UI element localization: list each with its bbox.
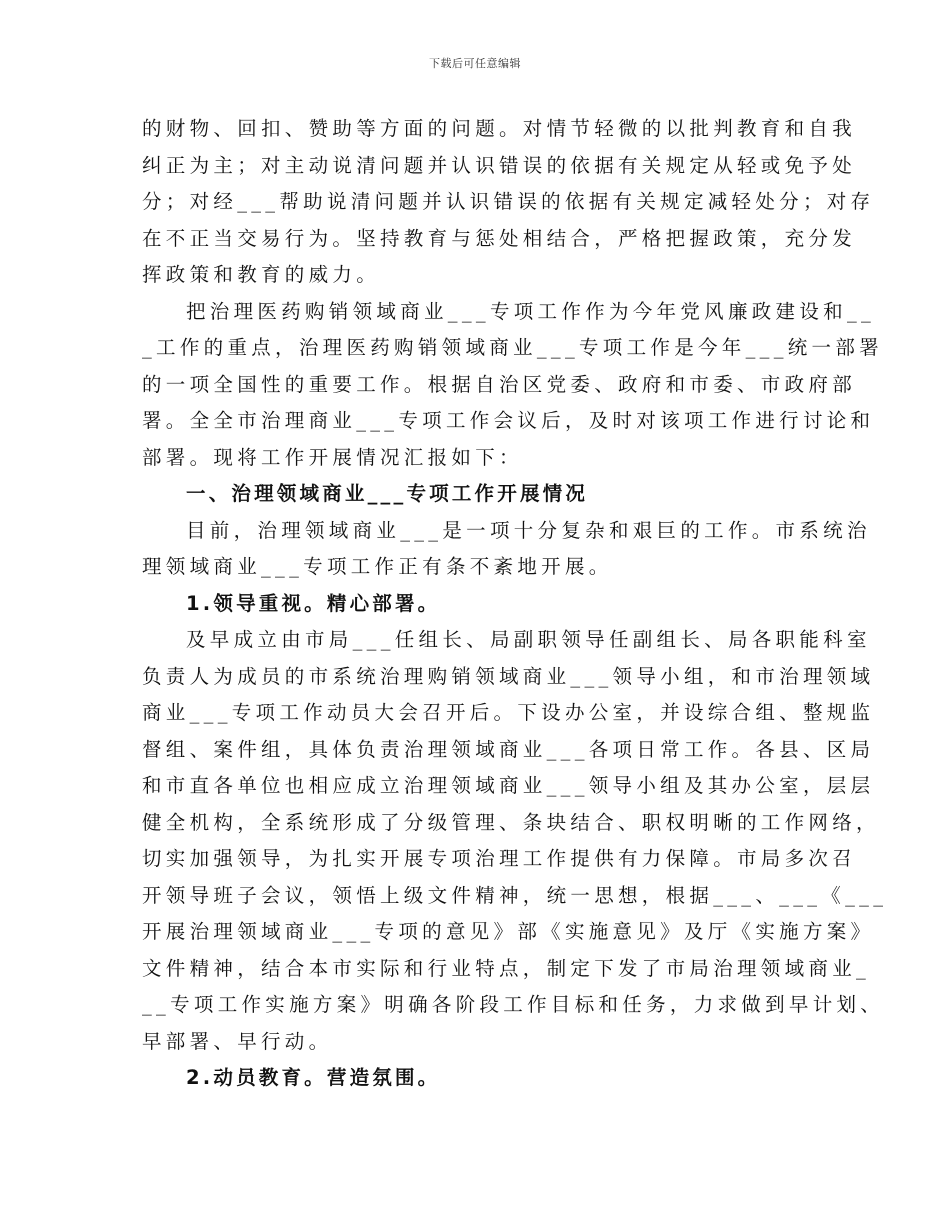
paragraph-line: 切实加强领导，为扎实开展专项治理工作提供有力保障。市局多次召 [142,847,857,870]
paragraph-line: 分；对经___帮助说清问题并认识错误的依据有关规定减轻处分；对存 [142,190,875,213]
paragraph-line: 及早成立由市局___任组长、局副职领导任副组长、局各职能科室 [186,628,871,651]
paragraph-line: 理领域商业___专项工作正有条不紊地开展。 [142,555,613,578]
paragraph-line: 和市直各单位也相应成立治理领域商业___领导小组及其办公室，层层 [142,774,875,797]
paragraph-line: 文件精神，结合本市实际和行业特点，制定下发了市局治理领域商业_ [142,956,871,980]
paragraph-line: 在不正当交易行为。坚持教育与惩处相结合，严格把握政策，充分发 [142,226,857,250]
paragraph-line: 的一项全国性的重要工作。根据自治区党委、政府和市委、市政府部 [142,372,857,396]
paragraph-line: _工作的重点，治理医药购销领域商业___专项工作是今年___统一部署 [142,336,883,359]
paragraph-line: 把治理医药购销领域商业___专项工作作为今年党风廉政建设和__ [186,299,876,323]
paragraph-line: 督组、案件组，具体负责治理领域商业___各项日常工作。各县、区局 [142,737,875,761]
paragraph-line: 的财物、回扣、赞助等方面的问题。对情节轻微的以批判教育和自我 [142,117,857,140]
paragraph-line: 早部署、早行动。 [142,1029,333,1053]
page-header: 下载后可任意编辑 [429,57,521,70]
paragraph-line: 纠正为主；对主动说清问题并认识错误的依据有关规定从轻或免予处 [142,153,857,177]
subsection-heading: 1.领导重视。精心部署。 [186,591,441,615]
paragraph-line: 部署。现将工作开展情况汇报如下： [142,445,523,469]
document-body [142,111,888,1097]
paragraph-line: 目前，治理领域商业___是一项十分复杂和艰巨的工作。市系统治 [186,518,871,542]
subsection-heading: 2.动员教育。营造氛围。 [186,1066,441,1089]
paragraph-line: 开展治理领域商业___专项的意见》部《实施意见》及厅《实施方案》 [142,920,875,943]
paragraph-line: 署。全全市治理商业___专项工作会议后，及时对该项工作进行讨论和 [142,409,875,432]
paragraph-line: __专项工作实施方案》明确各阶段工作目标和任务，力求做到早计划、 [142,993,885,1016]
paragraph-line: 商业___专项工作动员大会召开后。下设办公室，并设综合组、整规监 [142,701,875,724]
paragraph-line: 负责人为成员的市系统治理购销领域商业___领导小组，和市治理领域 [142,664,875,688]
paragraph-line: 开领导班子会议，领悟上级文件精神，统一思想，根据___、___《___ [142,883,888,907]
paragraph-line: 挥政策和教育的威力。 [142,263,381,286]
paragraph-line: 健全机构，全系统形成了分级管理、条块结合、职权明晰的工作网络， [142,810,880,834]
section-heading: 一、治理领域商业___专项工作开展情况 [186,482,589,505]
